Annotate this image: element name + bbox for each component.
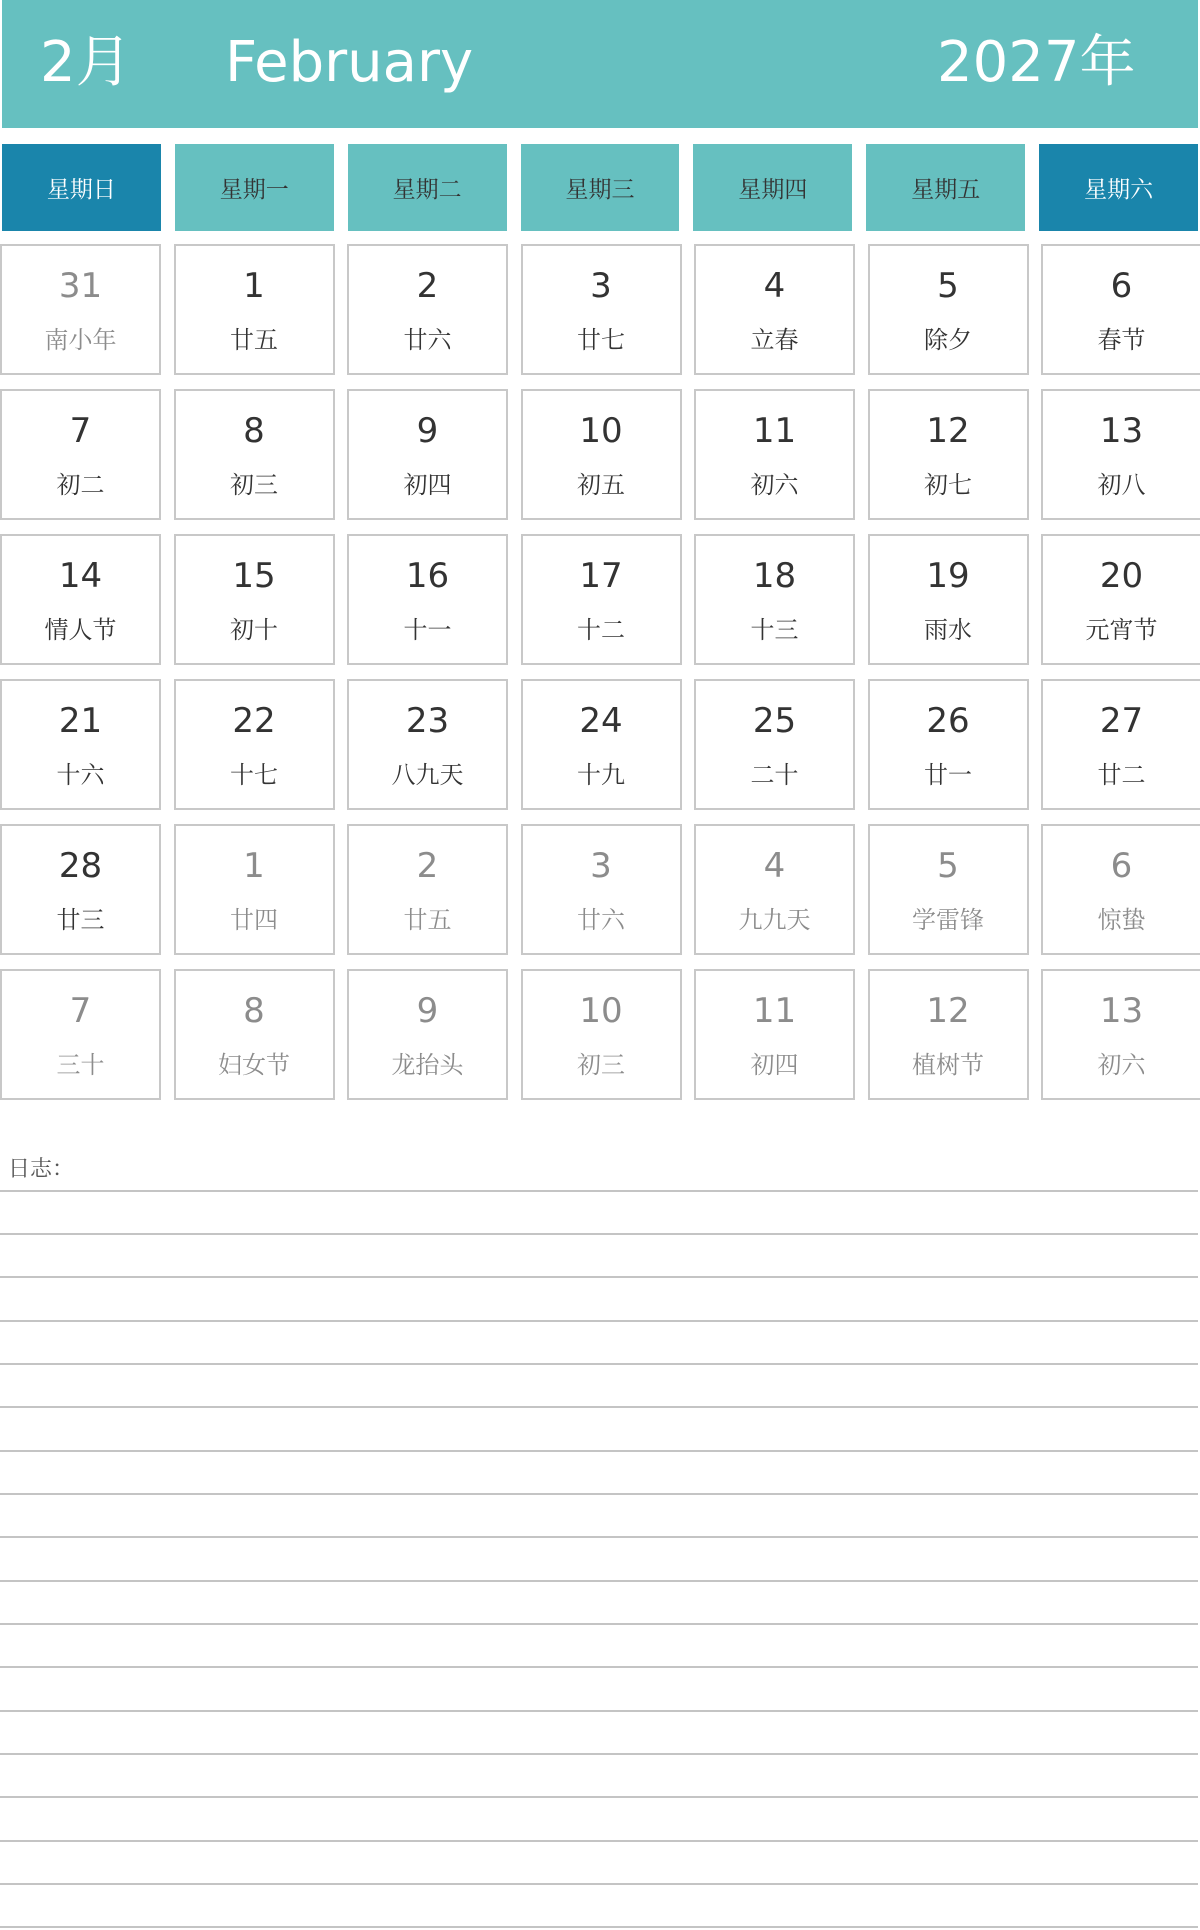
day-cell[interactable] [347,534,508,665]
note-line[interactable] [0,1666,1198,1668]
day-cell[interactable] [694,679,855,810]
note-line[interactable] [0,1406,1198,1408]
lunar-date: 廿三 [56,906,105,934]
lunar-date: 妇女节 [218,1051,290,1079]
day-cell[interactable] [521,824,682,955]
note-line[interactable] [0,1883,1198,1885]
day-number: 7 [69,991,92,1031]
lunar-date: 初三 [577,1051,625,1079]
day-number: 7 [69,411,92,451]
lunar-date: 龙抬头 [391,1051,464,1079]
day-cell[interactable] [347,679,508,810]
day-number: 12 [926,411,970,451]
day-number: 2 [416,846,439,886]
day-number: 3 [590,266,612,306]
day-number: 23 [405,701,450,741]
lunar-date: 植树节 [912,1051,984,1079]
day-cell[interactable] [694,244,855,375]
day-cell[interactable] [1041,244,1200,375]
day-cell[interactable] [1041,679,1200,810]
day-number: 6 [1110,266,1133,306]
lunar-date: 雨水 [924,616,972,644]
day-number: 8 [243,991,265,1031]
day-number: 4 [763,846,786,886]
day-number: 21 [58,701,103,741]
day-number: 3 [590,846,612,886]
day-number: 14 [58,556,103,596]
day-number: 9 [416,411,439,451]
note-line[interactable] [0,1450,1198,1452]
weekday-wednesday: 星期三 [521,144,680,231]
calendar-grid [0,244,1200,1100]
lunar-date: 廿五 [403,906,452,934]
note-line[interactable] [0,1926,1198,1928]
lunar-date: 八九天 [391,761,464,789]
day-cell[interactable] [868,389,1029,520]
day-cell[interactable] [1041,389,1200,520]
day-number: 2 [416,266,439,306]
note-line[interactable] [0,1493,1198,1495]
lunar-date: 十一 [403,616,452,644]
lunar-date: 廿七 [577,326,625,354]
day-cell[interactable] [868,534,1029,665]
lunar-date: 十三 [750,616,799,644]
weekday-friday: 星期五 [866,144,1025,231]
day-cell[interactable] [694,534,855,665]
day-number: 13 [1099,411,1144,451]
lunar-date: 初六 [1097,1051,1146,1079]
lunar-date: 十九 [577,761,625,789]
day-cell[interactable] [694,969,855,1100]
day-cell[interactable] [1041,969,1200,1100]
weekday-header-row [2,144,1198,231]
day-number: 18 [752,556,797,596]
day-number: 1 [243,266,265,306]
day-cell[interactable] [868,824,1029,955]
weekday-sunday: 星期日 [2,144,161,231]
day-cell[interactable] [694,389,855,520]
day-number: 27 [1099,701,1144,741]
month-english: February [225,30,474,95]
day-number: 15 [232,556,276,596]
lunar-date: 初七 [924,471,972,499]
day-cell[interactable] [868,244,1029,375]
day-number: 5 [937,846,959,886]
day-number: 22 [232,701,276,741]
day-cell[interactable] [0,244,161,375]
day-cell[interactable] [0,824,161,955]
day-number: 4 [763,266,786,306]
lunar-date: 除夕 [924,326,972,354]
weekday-saturday: 星期六 [1039,144,1198,231]
day-number: 26 [926,701,970,741]
lunar-date: 初五 [577,471,625,499]
lunar-date: 廿一 [924,761,972,789]
day-number: 10 [579,411,623,451]
day-cell[interactable] [347,244,508,375]
lunar-date: 廿五 [230,326,278,354]
day-cell[interactable] [174,824,335,955]
day-number: 31 [58,266,103,306]
lunar-date: 情人节 [44,616,117,644]
note-line[interactable] [0,1320,1198,1322]
lunar-date: 十七 [230,761,278,789]
day-number: 28 [58,846,103,886]
day-cell[interactable] [0,969,161,1100]
day-cell[interactable] [694,824,855,955]
lunar-date: 廿六 [577,906,625,934]
day-cell[interactable] [0,534,161,665]
lunar-date: 廿二 [1097,761,1146,789]
lunar-date: 三十 [56,1051,105,1079]
note-line[interactable] [0,1710,1198,1712]
lunar-date: 十二 [577,616,625,644]
day-cell[interactable] [0,679,161,810]
day-number: 20 [1099,556,1144,596]
day-number: 8 [243,411,265,451]
lunar-date: 初十 [230,616,278,644]
day-cell[interactable] [0,389,161,520]
day-number: 1 [243,846,265,886]
day-cell[interactable] [521,244,682,375]
lunar-date: 立春 [750,326,799,354]
day-cell[interactable] [174,389,335,520]
note-line[interactable] [0,1363,1198,1365]
day-cell[interactable] [174,534,335,665]
weekday-monday: 星期一 [175,144,334,231]
day-cell[interactable] [521,534,682,665]
weekday-thursday: 星期四 [693,144,852,231]
day-cell[interactable] [347,389,508,520]
day-cell[interactable] [174,679,335,810]
lunar-date: 初三 [230,471,278,499]
day-cell[interactable] [868,679,1029,810]
note-line[interactable] [0,1276,1198,1278]
calendar-header [2,0,1198,128]
lunar-date: 初八 [1097,471,1146,499]
day-number: 24 [579,701,623,741]
year-label: 2027年 [937,30,1136,95]
lunar-date: 廿四 [230,906,278,934]
day-cell[interactable] [521,389,682,520]
day-cell[interactable] [174,969,335,1100]
day-cell[interactable] [1041,534,1200,665]
note-line[interactable] [0,1536,1198,1538]
lunar-date: 初四 [750,1051,799,1079]
day-number: 5 [937,266,959,306]
weekday-tuesday: 星期二 [348,144,507,231]
day-cell[interactable] [174,244,335,375]
day-cell[interactable] [347,824,508,955]
day-number: 10 [579,991,623,1031]
lunar-date: 初六 [750,471,799,499]
day-number: 6 [1110,846,1133,886]
notes-label: 日志： [8,1157,75,1182]
lunar-date: 二十 [750,761,799,789]
lunar-date: 初四 [403,471,452,499]
day-number: 17 [579,556,623,596]
lunar-date: 惊蛰 [1097,906,1146,934]
day-number: 9 [416,991,439,1031]
day-cell[interactable] [1041,824,1200,955]
lunar-date: 春节 [1097,326,1146,354]
lunar-date: 元宵节 [1085,616,1158,644]
day-cell[interactable] [868,969,1029,1100]
day-number: 19 [926,556,970,596]
note-line[interactable] [0,1753,1198,1755]
day-number: 12 [926,991,970,1031]
note-line[interactable] [0,1796,1198,1798]
lunar-date: 十六 [56,761,105,789]
day-number: 13 [1099,991,1144,1031]
note-line[interactable] [0,1623,1198,1625]
lunar-date: 学雷锋 [912,906,984,934]
note-line[interactable] [0,1233,1198,1235]
day-number: 11 [752,411,797,451]
lunar-date: 南小年 [44,326,117,354]
note-line[interactable] [0,1840,1198,1842]
day-number: 16 [405,556,450,596]
day-cell[interactable] [521,679,682,810]
note-line[interactable] [0,1580,1198,1582]
month-chinese: 2月 [40,30,132,95]
day-number: 11 [752,991,797,1031]
lunar-date: 九九天 [738,906,811,934]
note-line[interactable] [0,1190,1198,1192]
day-cell[interactable] [521,969,682,1100]
day-number: 25 [752,701,797,741]
day-cell[interactable] [347,969,508,1100]
lunar-date: 廿六 [403,326,452,354]
lunar-date: 初二 [56,471,105,499]
